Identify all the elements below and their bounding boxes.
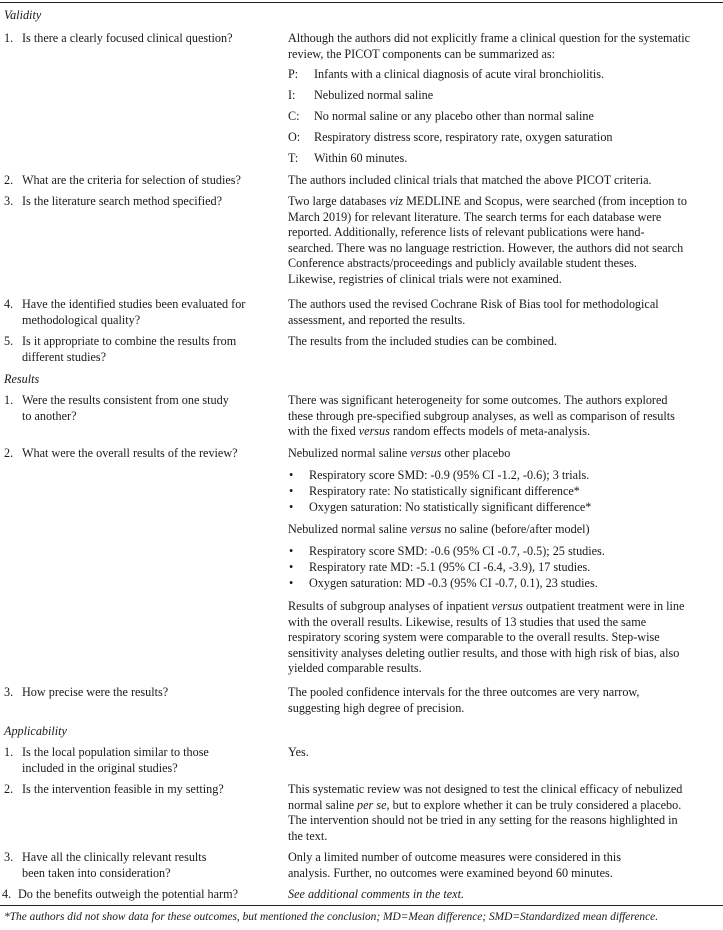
question: 2. What are the criteria for selection of studies?: [4, 173, 241, 187]
picot-t: T: Within 60 minutes.: [288, 151, 408, 165]
question: 1. Were the results consistent from one study to another?: [4, 393, 229, 423]
answer: Two large databases viz MEDLINE and Scopus, were searched (from inception to March 2019) for relevant literature. The search terms for each database were reported. Additionally, reference lists of relevant publications were hand- searched. There was no language restriction. However, the authors did not search Conference abstracts/proceedings and publicly available student theses. Likewise, registries of clinical trials were not examined.: [288, 194, 687, 286]
answer: The pooled confidence intervals for the three outcomes are very narrow, suggesting high degree of precision.: [288, 685, 640, 715]
answer: The authors used the revised Cochrane Risk of Bias tool for methodological assessment, and reported the results.: [288, 297, 659, 327]
question: 4. Do the benefits outweigh the potential harm?: [2, 887, 238, 901]
question: 2. Is the intervention feasible in my setting?: [4, 782, 224, 796]
question: 3. Have all the clinically relevant results been taken into consideration?: [4, 850, 207, 880]
answer: There was significant heterogeneity for some outcomes. The authors explored these through pre-specified subgroup analyses, as well as comparison of results with the fixed versus random effects models of meta-analysis.: [288, 393, 675, 438]
question: 3. Is the literature search method specified?: [4, 194, 222, 208]
picot-o: O: Respiratory distress score, respiratory rate, oxygen saturation: [288, 130, 613, 144]
answer: See additional comments in the text.: [288, 887, 464, 901]
answer: Yes.: [288, 745, 309, 759]
answer: Only a limited number of outcome measures were considered in this analysis. Further, no outcomes were examined beyond 60 minutes.: [288, 850, 622, 880]
section-validity: Validity: [4, 8, 42, 22]
answer: Although the authors did not explicitly frame a clinical question for the systematic review, the PICOT components can be summarized as:: [288, 31, 691, 61]
bullet-item: • Oxygen saturation: MD -0.3 (95% CI -0.7, 0.1), 23 studies.: [289, 576, 598, 590]
answer: The authors included clinical trials that matched the above PICOT criteria.: [288, 173, 652, 187]
bottom-rule: [0, 905, 723, 906]
top-rule: [0, 2, 723, 3]
section-applicability: Applicability: [4, 724, 67, 738]
bullet-item: • Oxygen saturation: No statistically significant difference*: [289, 500, 592, 514]
question: 3. How precise were the results?: [4, 685, 169, 699]
question: 1. Is the local population similar to those included in the original studies?: [4, 745, 209, 775]
section-results: Results: [4, 372, 40, 386]
answer-heading: Nebulized normal saline versus other placebo: [288, 446, 511, 460]
answer: The results from the included studies can be combined.: [288, 334, 558, 348]
question: 2. What were the overall results of the review?: [4, 446, 238, 460]
question: 4. Have the identified studies been evaluated for methodological quality?: [4, 297, 246, 327]
footnote: *The authors did not show data for these outcomes, but mentioned the conclusion; MD=Mean difference; SMD=Standardized mean difference.: [4, 911, 659, 923]
picot-i: I: Nebulized normal saline: [288, 88, 434, 102]
answer: This systematic review was not designed to test the clinical efficacy of nebulized normal saline per se, but to explore whether it can be truly considered a placebo. The intervention should not be tried in any setting for the reasons highlighted in the text.: [288, 782, 683, 843]
bullet-item: • Respiratory score SMD: -0.6 (95% CI -0.7, -0.5); 25 studies.: [289, 544, 605, 558]
bullet-item: • Respiratory rate MD: -5.1 (95% CI -6.4, -3.9), 17 studies.: [289, 560, 591, 574]
bullet-item: • Respiratory rate: No statistically significant difference*: [289, 484, 580, 498]
picot-c: C: No normal saline or any placebo other than normal saline: [288, 109, 594, 123]
question: 1. Is there a clearly focused clinical question?: [4, 31, 233, 45]
bullet-item: • Respiratory score SMD: -0.9 (95% CI -1.2, -0.6); 3 trials.: [289, 468, 590, 482]
answer-heading: Nebulized normal saline versus no saline (before/after model): [288, 522, 590, 536]
question: 5. Is it appropriate to combine the results from different studies?: [4, 334, 237, 364]
picot-p: P: Infants with a clinical diagnosis of acute viral bronchiolitis.: [288, 67, 605, 81]
subgroup-paragraph: Results of subgroup analyses of inpatient versus outpatient treatment were in line with the overall results. Likewise, results of 13 studies that used the same respiratory scoring system were comparable to the overall results. Step-wise sensitivity analyses deleting outlier results, and those with high risk of bias, also yielded comparable results.: [288, 599, 685, 675]
